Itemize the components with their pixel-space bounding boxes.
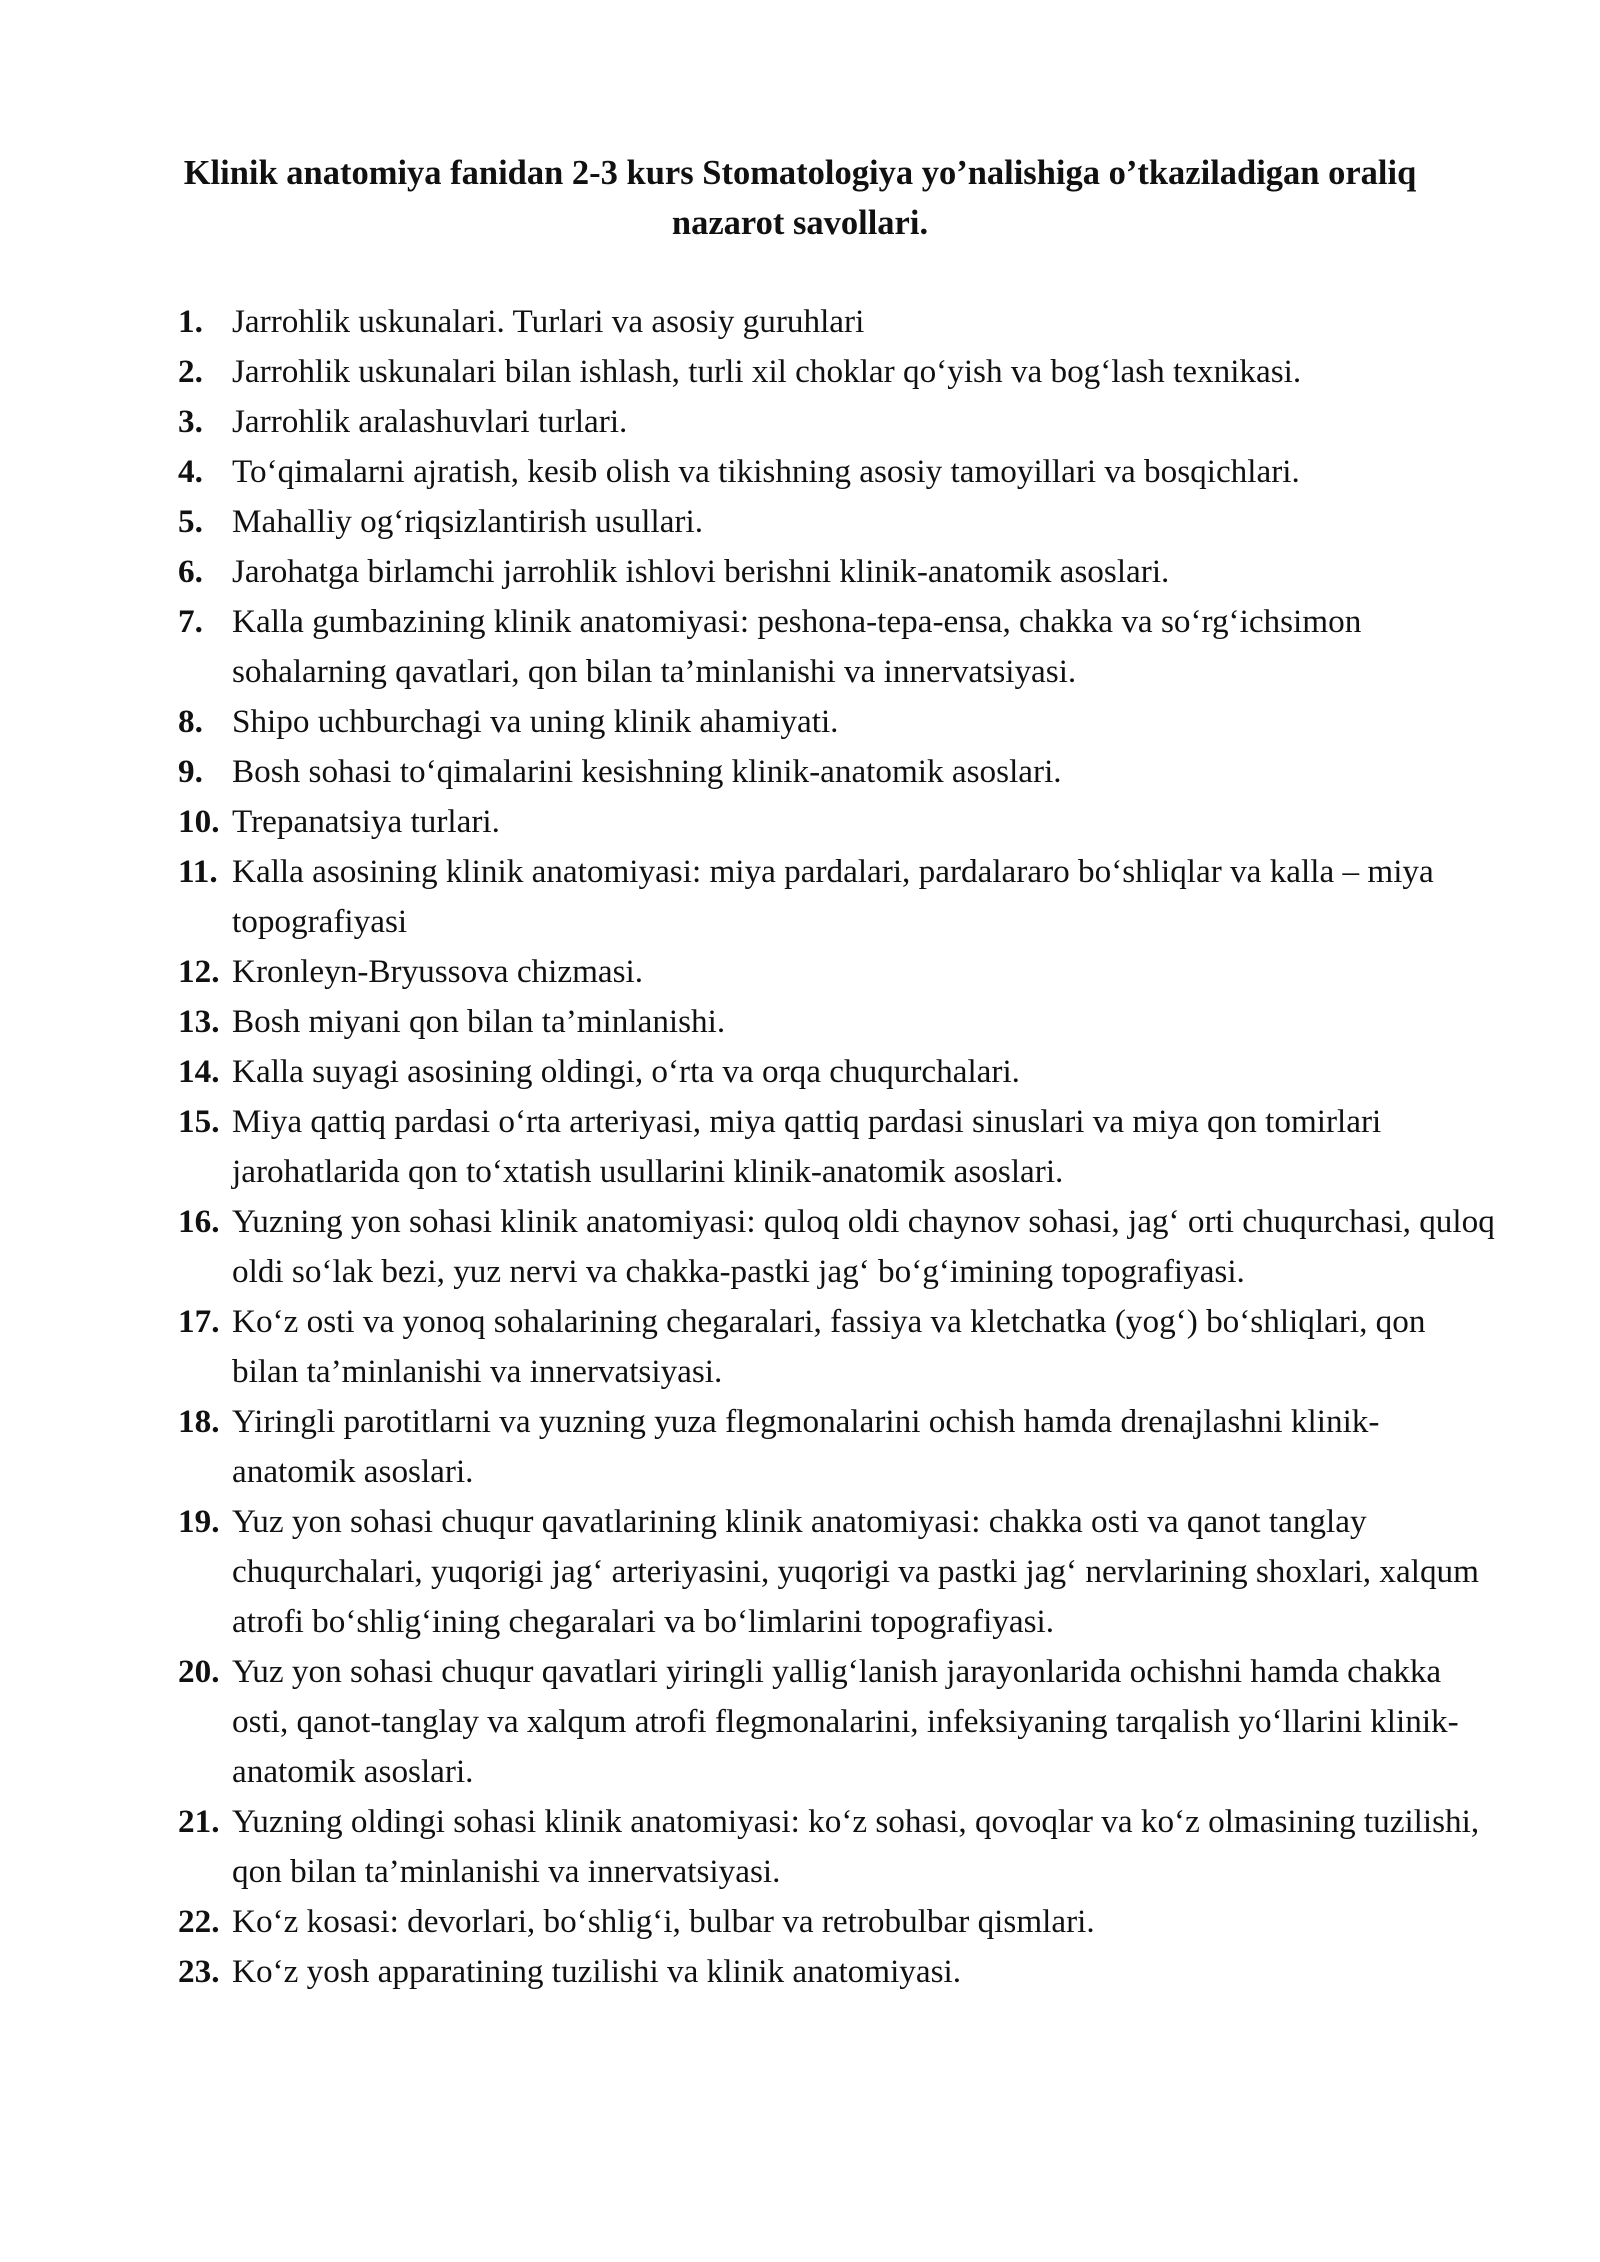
question-text: Yuz yon sohasi chuqur qavatlarining klinik anatomiyasi: chakka osti va qanot tanglay chuqurchalari, yuqorigi jag‘ arteriyasini, yuqorigi va pastki jag‘ nervlarining shoxlari, xalqum atrofi bo‘shlig‘ining chegaralari va bo‘limlarini topografiyasi. [232, 1503, 1479, 1640]
question-text: Jarrohlik aralashuvlari turlari. [232, 403, 628, 440]
question-list [178, 297, 1498, 1997]
question-item [178, 1647, 1498, 1797]
question-item [178, 947, 1498, 997]
question-number: 19. [178, 1503, 220, 1540]
question-number: 1. [178, 303, 203, 340]
question-item [178, 1897, 1498, 1947]
question-text: Ko‘z yosh apparatining tuzilishi va klinik anatomiyasi. [232, 1953, 962, 1990]
question-item [178, 697, 1498, 747]
question-text: Mahalliy og‘riqsizlantirish usullari. [232, 503, 703, 540]
question-number: 3. [178, 403, 203, 440]
question-item [178, 1947, 1498, 1997]
question-number: 12. [178, 953, 220, 990]
question-number: 10. [178, 803, 220, 840]
question-number: 5. [178, 503, 203, 540]
question-item [178, 997, 1498, 1047]
question-number: 13. [178, 1003, 220, 1040]
question-number: 9. [178, 753, 203, 790]
question-item [178, 1197, 1498, 1297]
question-number: 4. [178, 453, 203, 490]
question-text: Ko‘z kosasi: devorlari, bo‘shlig‘i, bulbar va retrobulbar qismlari. [232, 1903, 1095, 1940]
question-item [178, 1047, 1498, 1097]
question-item [178, 1097, 1498, 1197]
question-number: 11. [178, 853, 218, 890]
question-number: 21. [178, 1803, 220, 1840]
question-text: Ko‘z osti va yonoq sohalarining chegaralari, fassiya va kletchatka (yog‘) bo‘shliqlari, qon bilan ta’minlanishi va innervatsiyasi. [232, 1303, 1426, 1390]
question-item [178, 547, 1498, 597]
question-number: 22. [178, 1903, 220, 1940]
question-number: 2. [178, 353, 203, 390]
question-item [178, 297, 1498, 347]
question-text: To‘qimalarni ajratish, kesib olish va tikishning asosiy tamoyillari va bosqichlari. [232, 453, 1300, 490]
question-item [178, 847, 1498, 947]
question-number: 14. [178, 1053, 220, 1090]
question-number: 20. [178, 1653, 220, 1690]
question-item [178, 397, 1498, 447]
question-text: Jarohatga birlamchi jarrohlik ishlovi berishni klinik-anatomik asoslari. [232, 553, 1170, 590]
question-text: Kalla suyagi asosining oldingi, o‘rta va orqa chuqurchalari. [232, 1053, 1020, 1090]
document-title [120, 148, 1480, 248]
question-item [178, 347, 1498, 397]
question-text: Trepanatsiya turlari. [232, 803, 500, 840]
question-number: 15. [178, 1103, 220, 1140]
question-item [178, 797, 1498, 847]
question-item [178, 1797, 1498, 1897]
question-number: 16. [178, 1203, 220, 1240]
question-text: Kalla gumbazining klinik anatomiyasi: peshona-tepa-ensa, chakka va so‘rg‘ichsimon sohalarning qavatlari, qon bilan ta’minlanishi va innervatsiyasi. [232, 603, 1362, 690]
question-text: Yiringli parotitlarni va yuzning yuza flegmonalarini ochish hamda drenajlashni klinik-anatomik asoslari. [232, 1403, 1380, 1490]
question-item [178, 497, 1498, 547]
title-line-1: Klinik anatomiya fanidan 2-3 kurs Stomatologiya yo’nalishiga o’tkaziladigan oraliq [183, 154, 1417, 192]
question-item [178, 597, 1498, 697]
question-item [178, 747, 1498, 797]
question-text: Shipo uchburchagi va uning klinik ahamiyati. [232, 703, 839, 740]
question-text: Bosh miyani qon bilan ta’minlanishi. [232, 1003, 726, 1040]
question-item [178, 447, 1498, 497]
question-number: 18. [178, 1403, 220, 1440]
question-text: Yuzning yon sohasi klinik anatomiyasi: quloq oldi chaynov sohasi, jag‘ orti chuqurchasi, quloq oldi so‘lak bezi, yuz nervi va chakka-pastki jag‘ bo‘g‘imining topografiyasi. [232, 1203, 1495, 1290]
question-item [178, 1497, 1498, 1647]
title-line-2: nazarot savollari. [671, 204, 929, 242]
question-number: 8. [178, 703, 203, 740]
question-text: Kronleyn-Bryussova chizmasi. [232, 953, 644, 990]
question-text: Yuz yon sohasi chuqur qavatlari yiringli yallig‘lanish jarayonlarida ochishni hamda chakka osti, qanot-tanglay va xalqum atrofi flegmonalarini, infeksiyaning tarqalish yo‘llarini klinik-anatomik asoslari. [232, 1653, 1459, 1790]
question-number: 6. [178, 553, 203, 590]
question-number: 7. [178, 603, 203, 640]
question-text: Yuzning oldingi sohasi klinik anatomiyasi: ko‘z sohasi, qovoqlar va ko‘z olmasining tuzilishi, qon bilan ta’minlanishi va innervatsiyasi. [232, 1803, 1480, 1890]
question-text: Jarrohlik uskunalari. Turlari va asosiy guruhlari [232, 303, 865, 340]
question-item [178, 1397, 1498, 1497]
question-item [178, 1297, 1498, 1397]
question-number: 17. [178, 1303, 220, 1340]
question-number: 23. [178, 1953, 220, 1990]
question-text: Kalla asosining klinik anatomiyasi: miya pardalari, pardalararo bo‘shliqlar va kalla – miya topografiyasi [232, 853, 1434, 940]
question-text: Bosh sohasi to‘qimalarini kesishning klinik-anatomik asoslari. [232, 753, 1062, 790]
question-text: Jarrohlik uskunalari bilan ishlash, turli xil choklar qo‘yish va bog‘lash texnikasi. [232, 353, 1302, 390]
question-text: Miya qattiq pardasi o‘rta arteriyasi, miya qattiq pardasi sinuslari va miya qon tomirlari jarohatlarida qon to‘xtatish usullarini klinik-anatomik asoslari. [232, 1103, 1382, 1190]
